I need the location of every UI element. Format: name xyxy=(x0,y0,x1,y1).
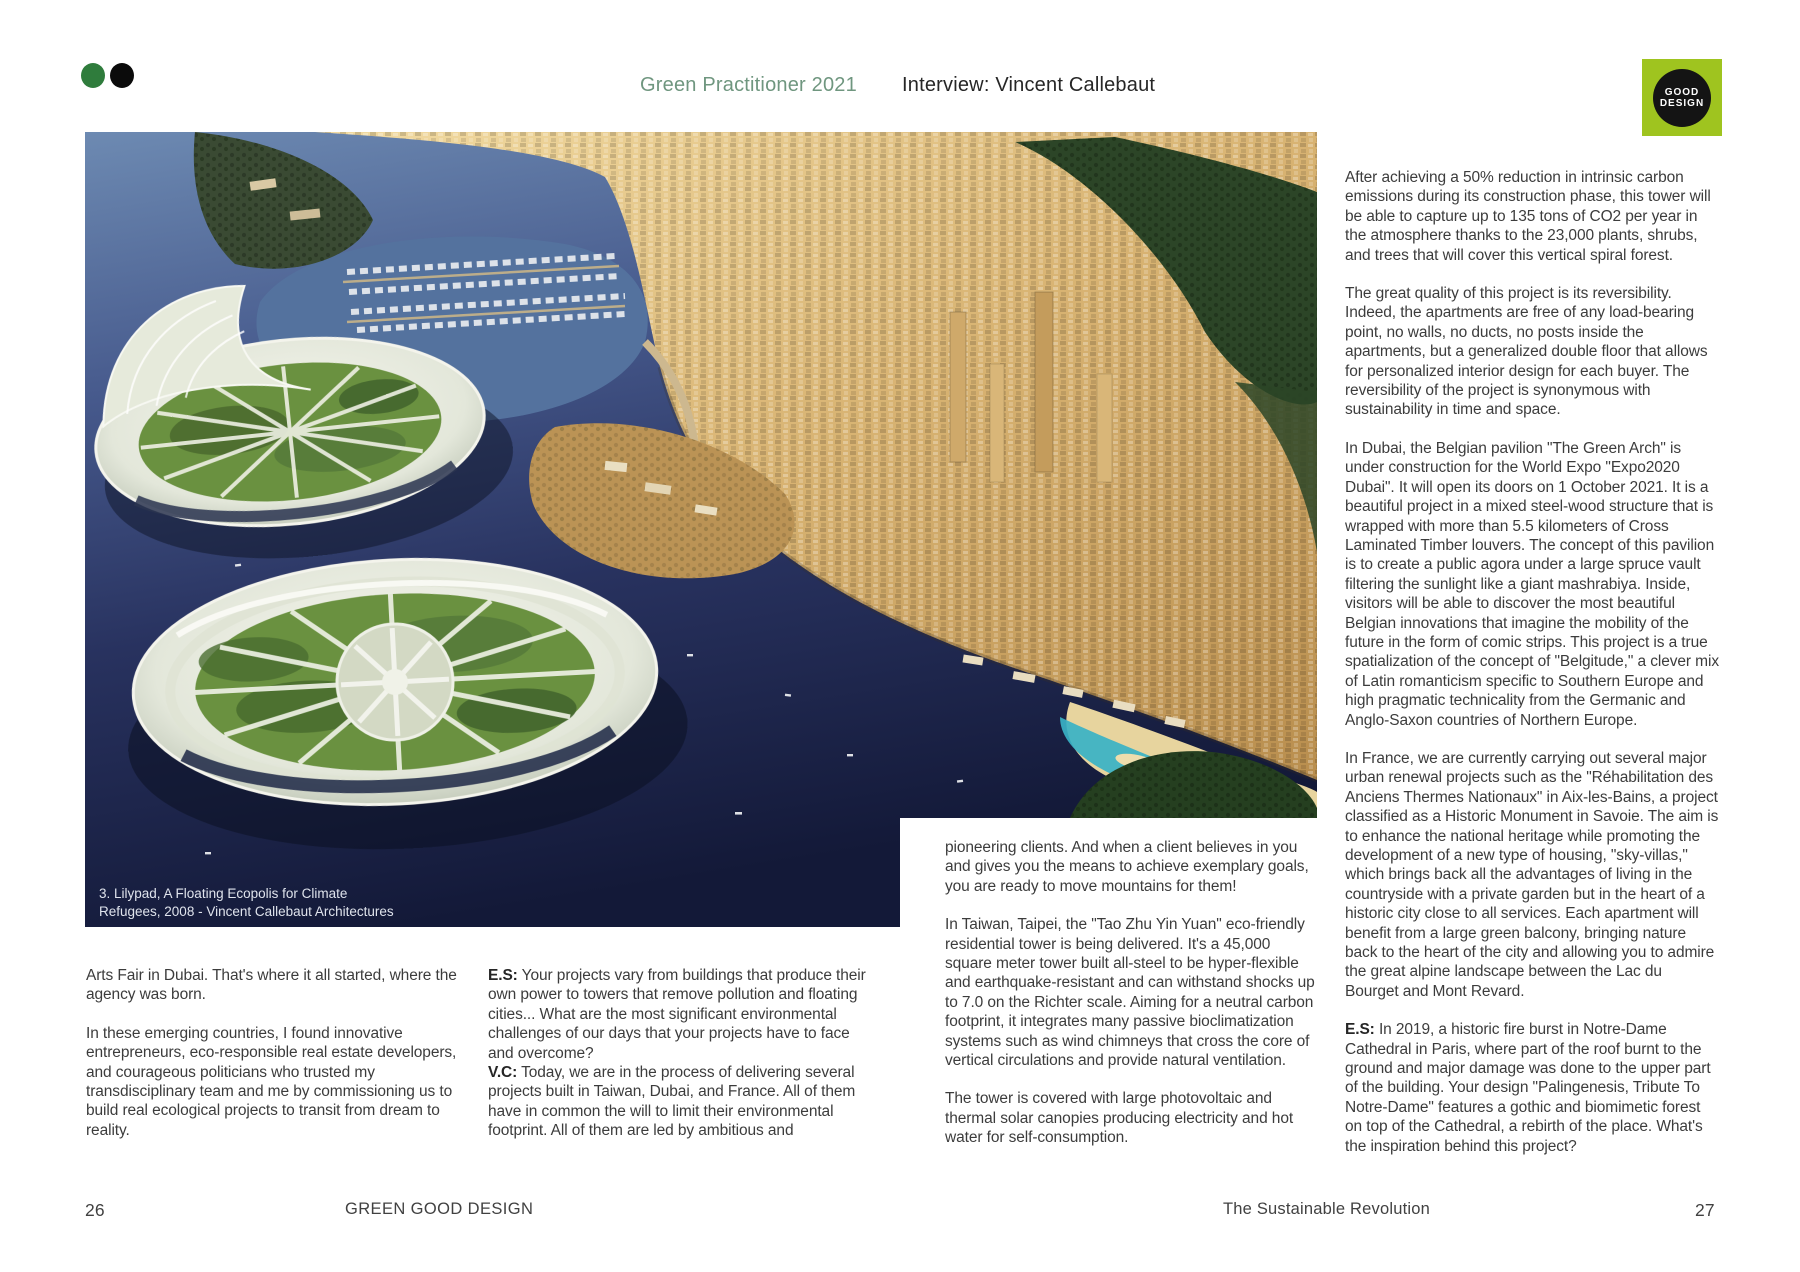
green-dot-icon xyxy=(81,63,105,88)
page-title: Interview: Vincent Callebaut xyxy=(902,74,1156,96)
column-left xyxy=(86,966,466,1140)
paragraph: In Taiwan, Taipei, the "Tao Zhu Yin Yuan" eco-friendly residential tower is being delivered. It's a 45,000 square meter tower built all-steel to be hyper-flexible and earthquake-resistant and can withstand shocks up to 7.0 on the Richter scale. Aiming for a neutral carbon footprint, it integrates many passive bioclimatization systems such as wind chimneys that cross the core of vertical circulations and provide natural ventilation. xyxy=(945,916,1315,1070)
svg-text:Refugees, 2008 - Vincent Calle: Refugees, 2008 - Vincent Callebaut Architectures xyxy=(99,904,394,919)
hero-image xyxy=(85,132,1317,927)
speaker-label: E.S: xyxy=(488,967,518,984)
svg-text:3. Lilypad, A Floating Ecopoli: 3. Lilypad, A Floating Ecopolis for Climate xyxy=(99,886,348,901)
column-right-page xyxy=(1345,168,1719,1156)
paragraph: In Dubai, the Belgian pavilion "The Green Arch" is under construction for the World Expo "Expo2020 Dubai". It will open its doors on 1 October 2021. It is a beautiful project in a mixed steel-wood structure that is wrapped with more than 5.5 kilometers of Cross Laminated Timber louvers. The concept of this pavilion is to create a public agora under a large spruce vault filtering the sunlight like a giant mashrabiya. Inside, visitors will be able to discover the most beautiful Belgian innovations that imagine the mobility of the future in the form of comic strips. This project is a true spatialization of the concept of "Belgitude," a clever mix of Latin romanticism specific to Southern Europe and high pragmatic technicality from the Germanic and Anglo-Saxon countries of Northern Europe. xyxy=(1345,439,1719,729)
speaker-label: V.C: xyxy=(488,1064,518,1082)
paragraph: Arts Fair in Dubai. That's where it all started, where the agency was born. xyxy=(86,967,457,1004)
footer-left-title: GREEN GOOD DESIGN xyxy=(345,1200,534,1218)
page-number-right: 27 xyxy=(1695,1200,1715,1220)
footer-right-title: The Sustainable Revolution xyxy=(1223,1200,1430,1218)
paragraph: The great quality of this project is its reversibility. Indeed, the apartments are free of any load-bearing point, no walls, no ducts, no posts inside the apartments, but a generalized double floor that allows for personalized interior design for each buyer. The reversibility of the project is synonymous with sustainability in time and space. xyxy=(1345,285,1708,419)
issue-kicker: Green Practitioner 2021 xyxy=(640,74,857,96)
paragraph: E.S: In 2019, a historic fire burst in Notre-Dame Cathedral in Paris, where part of the roof burnt to the ground and major damage was done to the upper part of the building. Your design "Palingenesis, Tribute To Notre-Dame" features a gothic and biomimetic forest on top of the Cathedral, a rebirth of the place. What's the inspiration behind this project? xyxy=(1345,1021,1711,1155)
paragraph: pioneering clients. And when a client believes in you and gives you the means to achieve exemplary goals, you are ready to move mountains for them! xyxy=(945,839,1309,895)
column-notch xyxy=(945,838,1319,1148)
column-middle xyxy=(488,966,870,1141)
paragraph: V.C: Today, we are in the process of delivering several projects built in Taiwan, Dubai, and France. All of them have in common the will to limit their environmental footprint. All of them are led by ambitious and xyxy=(488,1064,856,1140)
paragraph: In France, we are currently carrying out several major urban renewal projects such as the "Réhabilitation des Anciens Thermes Nationaux" in Aix-les-Bains, a project classified as a Historic Monument in Savoie. The aim is to enhance the national heritage while promoting the development of a new type of housing, "sky-villas," which brings back all the advantages of living in the countryside with a private garden but in the heart of a historic city close to all services. Each apartment will benefit from a large green balcony, bringing nature back to the heart of the city and allowing you to admire the great alpine landscape between the Lac du Bourget and Mont Revard. xyxy=(1345,749,1719,1000)
logo-word-good: GOOD xyxy=(1664,87,1700,98)
paragraph: In these emerging countries, I found innovative entrepreneurs, eco-responsible real estate developers, and courageous politicians who trusted my transdisciplinary team and me by commissioning us to build real ecological projects to transit from dream to reality. xyxy=(86,1024,457,1139)
good-design-logo-circle xyxy=(1653,69,1711,127)
paragraph: After achieving a 50% reduction in intrinsic carbon emissions during its construction phase, this tower will be able to capture up to 135 tons of CO2 per year in the atmosphere thanks to the 23,000 plants, shrubs, and trees that will cover this vertical spiral forest. xyxy=(1345,169,1711,264)
page-number-left: 26 xyxy=(85,1200,105,1220)
logo-word-design: DESIGN xyxy=(1659,98,1705,109)
black-dot-icon xyxy=(110,63,134,88)
paragraph: The tower is covered with large photovoltaic and thermal solar canopies producing electricity and hot water for self-consumption. xyxy=(945,1090,1294,1147)
paragraph: E.S: Your projects vary from buildings that produce their own power to towers that remove pollution and floating cities... What are the most significant environmental challenges of our days that your projects have to face and overcome? xyxy=(488,967,866,1062)
good-design-logo xyxy=(1642,59,1722,136)
speaker-label: E.S: xyxy=(1345,1021,1375,1039)
